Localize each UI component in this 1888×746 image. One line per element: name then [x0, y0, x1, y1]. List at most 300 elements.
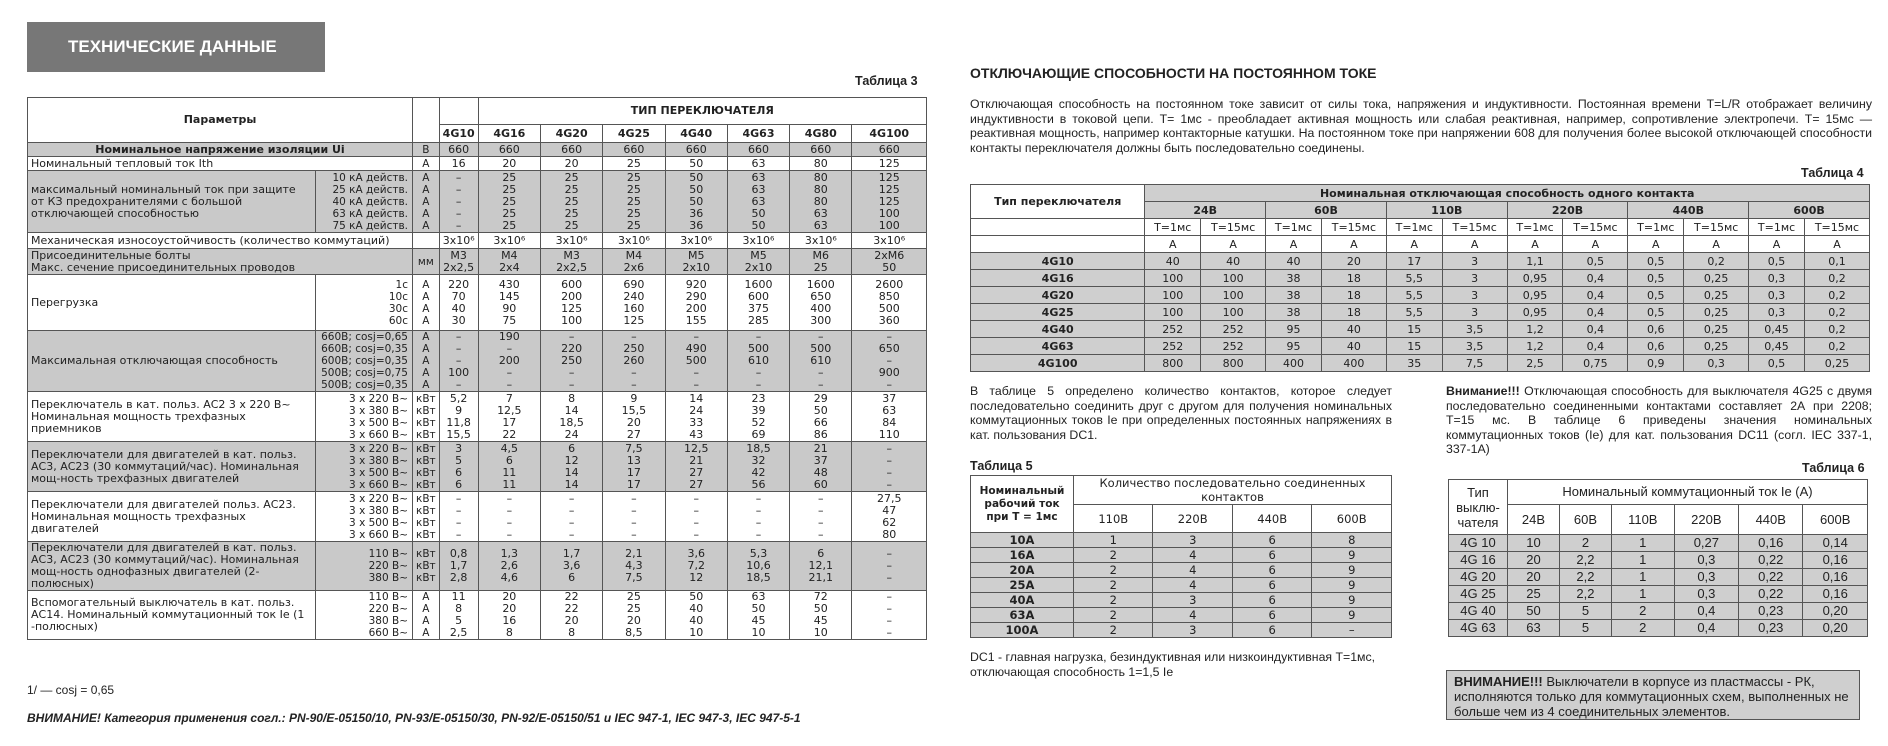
cell-value: 38 [1266, 287, 1322, 304]
cell-value: 35 [1386, 355, 1442, 372]
cell-value: 1 [1611, 569, 1674, 586]
cell-value: – 500 610 – – [727, 331, 789, 392]
cell-value: 6 [1232, 548, 1311, 563]
table4-title: Номинальная отключающая способность одного контакта [1145, 185, 1870, 202]
cell-value: 1,2 [1507, 338, 1563, 355]
cell-value: 4 [1153, 578, 1232, 593]
row-sub-label: 3 х 220 В~ 3 х 380 В~ 3 х 500 В~ 3 х 660 В~ [316, 392, 413, 442]
cell-value: 0,75 [1563, 355, 1628, 372]
cell-value: 125 125 125 100 100 [852, 171, 927, 233]
table4-row [971, 287, 1870, 304]
cell-value: 0,25 [1684, 287, 1749, 304]
row-label: максимальный номинальный ток при защите от КЗ предохранителями с большой отключающей способностью [28, 171, 316, 233]
cell-value: 430 145 90 75 [478, 275, 540, 331]
table5-row [971, 608, 1392, 623]
current-cell: 40А [971, 593, 1074, 608]
row-label: Присоединительные болты Макс. сечение присоединительных проводов [28, 249, 413, 275]
table5-intro: В таблице 5 определено количество контактов, которое следует последовательно соединить друг с другом для получения номинальных коммутационных токов Ie при определенных постоянных напряжениях в кат. пользования DC1. [970, 384, 1392, 442]
cell-value: 20 [478, 157, 540, 171]
model-cell: 4G100 [971, 355, 1145, 372]
cell-value: 95 [1266, 321, 1322, 338]
cell-value: – 220 250 – – [540, 331, 602, 392]
cell-value: 15 [1386, 338, 1442, 355]
cell-value: 8 [1312, 533, 1392, 548]
type-header: ТИП ПЕРЕКЛЮЧАТЕЛЯ [478, 98, 926, 125]
table5-row [971, 593, 1392, 608]
cell-value: 37 63 84 110 [852, 392, 927, 442]
cell-value: – – – 100 – [439, 331, 478, 392]
cell-value: 3x10⁶ [478, 233, 540, 249]
cell-value: 40 [1266, 253, 1322, 270]
cell-value: 100 [1145, 304, 1201, 321]
table3-row [28, 392, 927, 442]
cell-value: 7,5 13 17 17 [603, 442, 665, 492]
cell-value: 5,5 [1386, 270, 1442, 287]
cell-value: М5 2x10 [727, 249, 789, 275]
cell-value: 0,16 [1803, 586, 1868, 603]
cell-value: 252 [1145, 338, 1201, 355]
table4-row [971, 304, 1870, 321]
cell-value: 0,22 [1739, 569, 1803, 586]
cell-value: 95 [1266, 338, 1322, 355]
cell-value: 21 37 48 60 [790, 442, 852, 492]
cell-value: 1600 650 400 300 [790, 275, 852, 331]
cell-value: 0,23 [1739, 603, 1803, 620]
cell-value: 0,3 [1674, 586, 1738, 603]
cell-value: 20 20 16 8 [478, 591, 540, 640]
cell-value: 0,16 [1803, 552, 1868, 569]
cell-value: 6 12 14 14 [540, 442, 602, 492]
cell-value: 3 5 6 6 [439, 442, 478, 492]
cell-value: 0,6 [1628, 338, 1684, 355]
cell-value: 23 39 52 69 [727, 392, 789, 442]
current-cell: 10А [971, 533, 1074, 548]
attention-label: Внимание!!! [1446, 384, 1520, 398]
table6-row [1449, 586, 1868, 603]
table5-title: Количество последовательно соединенных контактов [1074, 476, 1392, 505]
cell-value: 3x10⁶ [727, 233, 789, 249]
row-label: Номинальное напряжение изоляции Ui [28, 143, 413, 157]
model-header: 4G100 [852, 125, 927, 143]
dc-section-title: ОТКЛЮЧАЮЩИЕ СПОСОБНОСТИ НА ПОСТОЯННОМ ТОКЕ [970, 65, 1377, 81]
unit-header: А [1628, 236, 1684, 253]
cell-value: 3x10⁶ [790, 233, 852, 249]
table5-row [971, 533, 1392, 548]
table4-row [971, 355, 1870, 372]
table6-caption: Таблица 6 [1802, 461, 1865, 475]
row-label: Переключатели для двигателей в кат. польз. АС3, АС23 (30 коммутаций/час). Номинальная мощ-ность однофазных двигателей (2-полюсных) [28, 542, 316, 591]
cell-value: 660 [603, 143, 665, 157]
model-cell: 4G20 [971, 287, 1145, 304]
voltage-header: 60В [1266, 202, 1387, 219]
cell-value: 660 [790, 143, 852, 157]
unit-header: А [1266, 236, 1322, 253]
cell-value: М4 2x6 [603, 249, 665, 275]
cell-value: 252 [1201, 321, 1266, 338]
cell-value: 3x10⁶ [603, 233, 665, 249]
cell-value: 3 [1153, 533, 1232, 548]
cell-value: 4,5 6 11 11 [478, 442, 540, 492]
cell-value: 9 [1312, 608, 1392, 623]
cell-value: М3 2x2,5 [439, 249, 478, 275]
cell-value: 4 [1153, 548, 1232, 563]
plastic-housing-warning [1446, 670, 1860, 720]
voltage-header: 24В [1508, 505, 1560, 535]
model-cell: 4G 40 [1449, 603, 1508, 620]
row-sub-label: 110 В~ 220 В~ 380 В~ 660 В~ [316, 591, 413, 640]
cell-value: 0,2 [1804, 338, 1869, 355]
cell-value: 600 200 125 100 [540, 275, 602, 331]
section-header: ТЕХНИЧЕСКИЕ ДАННЫЕ [27, 22, 325, 72]
table3 [27, 97, 927, 640]
row-unit: А [413, 157, 440, 171]
attention-text: Отключающая способность для выключателя 4G25 с двумя последовательно соединенными контактами составляет 2А при 2208; T=15 мс. В таблице 6 приведены значения номинальных коммутационных токов (Ie) для кат. пользования DC11 (согл. IEC 337-1, 337-1А) [1446, 384, 1872, 456]
cell-value: 0,5 [1628, 253, 1684, 270]
cell-value: 1,7 3,6 6 [540, 542, 602, 591]
row-label: Переключатели для двигателей польз. АС23. Номинальная мощность трехфазных двигателей [28, 492, 316, 542]
cell-value: – – – – [727, 492, 789, 542]
attention-note [1446, 384, 1872, 457]
row-label: Переключатели для двигателей в кат. польз. АС3, АС23 (30 коммутаций/час). Номинальная мощ-ность трехфазных двигателей [28, 442, 316, 492]
cell-value: 0,5 [1628, 304, 1684, 321]
cell-value: 63 50 45 10 [727, 591, 789, 640]
cell-value: М6 25 [790, 249, 852, 275]
voltage-header: 600В [1749, 202, 1870, 219]
row-label: Перегрузка [28, 275, 316, 331]
cell-value: 38 [1266, 270, 1322, 287]
cell-value: 690 240 160 125 [603, 275, 665, 331]
cell-value: 3x10⁶ [852, 233, 927, 249]
table3-row [28, 442, 927, 492]
cell-value: 0,20 [1803, 620, 1868, 637]
row-sub-label: 10 кА действ. 25 кА действ. 40 кА действ. 63 кА действ. 75 кА действ. [316, 171, 413, 233]
cell-value: 25 [1508, 586, 1560, 603]
cell-value: 2,1 4,3 7,5 [603, 542, 665, 591]
cell-value: 100 [1145, 287, 1201, 304]
model-cell: 4G 63 [1449, 620, 1508, 637]
row-label: Механическая износоустойчивость (количество коммутаций) [28, 233, 413, 249]
current-cell: 20А [971, 563, 1074, 578]
cell-value: 100 [1201, 270, 1266, 287]
cell-value: 2,5 [1507, 355, 1563, 372]
cell-value: 1 [1074, 533, 1153, 548]
unit-header: А [1321, 236, 1386, 253]
model-header: 4G16 [478, 125, 540, 143]
cell-value: 25 25 25 25 25 [603, 171, 665, 233]
table6-row [1449, 535, 1868, 552]
cell-value: 252 [1145, 321, 1201, 338]
cell-value: 9 15,5 20 27 [603, 392, 665, 442]
cell-value: 6 [1232, 623, 1311, 638]
cell-value: 29 50 66 86 [790, 392, 852, 442]
cell-value: 80 80 80 63 63 [790, 171, 852, 233]
cell-value: 25 25 20 8,5 [603, 591, 665, 640]
cell-value: 100 [1201, 287, 1266, 304]
cell-value: 7,5 [1442, 355, 1507, 372]
row-sub-label: 3 х 220 В~ 3 х 380 В~ 3 х 500 В~ 3 х 660 В~ [316, 442, 413, 492]
table3-row [28, 249, 927, 275]
row-label: Вспомогательный выключатель в кат. польз. АС14. Номинальный коммутационный ток Ie (1 -полюсных) [28, 591, 316, 640]
table3-row [28, 143, 927, 157]
cell-value: 5,3 10,6 18,5 [727, 542, 789, 591]
model-header: 4G80 [790, 125, 852, 143]
cell-value: 18 [1321, 287, 1386, 304]
model-cell: 4G25 [971, 304, 1145, 321]
cell-value: 0,4 [1563, 287, 1628, 304]
row-unit [413, 233, 440, 249]
cell-value: 0,5 [1563, 253, 1628, 270]
cell-value: 0,5 [1628, 287, 1684, 304]
row-sub-label: 3 х 220 В~ 3 х 380 В~ 3 х 500 В~ 3 х 660 В~ [316, 492, 413, 542]
cell-value: 0,9 [1628, 355, 1684, 372]
model-header: 4G40 [665, 125, 727, 143]
cell-value: 20 [1508, 569, 1560, 586]
cell-value: 0,2 [1684, 253, 1749, 270]
cell-value: 3 [1442, 253, 1507, 270]
voltage-header: 24В [1145, 202, 1266, 219]
cell-value: 10 [1508, 535, 1560, 552]
table4-row [971, 338, 1870, 355]
model-cell: 4G16 [971, 270, 1145, 287]
cell-value: 25 25 25 25 25 [540, 171, 602, 233]
cell-value: 0,3 [1674, 569, 1738, 586]
cell-value: 2 [1074, 608, 1153, 623]
cell-value: 2,2 [1559, 552, 1611, 569]
cell-value: 50 [1508, 603, 1560, 620]
cell-value: 5,2 9 11,8 15,5 [439, 392, 478, 442]
cell-value: 0,16 [1803, 569, 1868, 586]
cell-value: 0,95 [1507, 270, 1563, 287]
cell-value: 1 [1611, 586, 1674, 603]
cell-value: 1600 600 375 285 [727, 275, 789, 331]
row-sub-label: 660В; cosj=0,65 660В; cosj=0,35 600В; cosj=0,35 500В; cosj=0,75 500В; cosj=0,35 [316, 331, 413, 392]
cell-value: 50 40 40 10 [665, 591, 727, 640]
table6-row [1449, 620, 1868, 637]
tau-header: T=15мс [1684, 219, 1749, 236]
cell-value: М4 2x4 [478, 249, 540, 275]
voltage-header: 110В [1074, 505, 1153, 533]
cell-value: 0,25 [1804, 355, 1869, 372]
cell-value: 2600 850 500 360 [852, 275, 927, 331]
cell-value: 0,14 [1803, 535, 1868, 552]
cell-value: 0,22 [1739, 586, 1803, 603]
table6-row [1449, 552, 1868, 569]
table4-row [971, 321, 1870, 338]
model-cell: 4G 25 [1449, 586, 1508, 603]
table4 [970, 184, 1870, 372]
cell-value: 3 [1153, 623, 1232, 638]
voltage-header: 220В [1153, 505, 1232, 533]
cell-value: – 490 500 – – [665, 331, 727, 392]
tau-header: T=15мс [1442, 219, 1507, 236]
cell-value: 6 [1232, 533, 1311, 548]
row-unit: А А А А А [413, 331, 440, 392]
cell-value: 40 [1145, 253, 1201, 270]
dc-section-paragraph: Отключающая способность на постоянном токе зависит от силы тока, напряжения и индуктивности. Постоянная времени T=L/R отображает величину индуктивности в токовой цепи. T= 1мс - преобладает активная мощность или слабая реактивная, например, сопротивление электропечи. T= 15мс — реактивная мощность, например контакторные катушки. На постоянном токе при напряжении 608 для получения более высокой отключающей способности контакты переключателя должны быть последовательно соединены. [970, 97, 1872, 155]
cell-value: М3 2x2,5 [540, 249, 602, 275]
cell-value: 3 [1442, 304, 1507, 321]
table3-row [28, 275, 927, 331]
table5-row [971, 623, 1392, 638]
row-unit: А А А А [413, 591, 440, 640]
cell-value: 0,25 [1684, 321, 1749, 338]
cell-value: 0,25 [1684, 270, 1749, 287]
cell-value: 1,1 [1507, 253, 1563, 270]
cell-value: 40 [1201, 253, 1266, 270]
norms-warning: ВНИМАНИЕ! Категория применения согл.: PN-90/E-05150/10, PN-93/E-05150/30, PN-92/E-05150/51 и IEC 947-1, IEC 947-3, IEC 947-5-1 [27, 711, 801, 725]
model-cell: 4G10 [971, 253, 1145, 270]
cell-value: 0,4 [1674, 620, 1738, 637]
cell-value: 3 [1153, 593, 1232, 608]
cell-value: 1 [1611, 552, 1674, 569]
cell-value: – – – – [540, 492, 602, 542]
warning-text: Выключатели в корпусе из пластмассы - РК, исполняются только для коммутационных схем, выполненных не больше чем из 4 соединительных элементов. [1454, 674, 1849, 719]
cell-value: 6 [1232, 563, 1311, 578]
row-unit: кВт кВт кВт кВт [413, 442, 440, 492]
table5-row [971, 578, 1392, 593]
cell-value: 3x10⁶ [665, 233, 727, 249]
cell-value: 2 [1611, 620, 1674, 637]
cell-value: – 250 260 – – [603, 331, 665, 392]
cell-value: 18,5 32 42 56 [727, 442, 789, 492]
row-label: Номинальный тепловый ток Ith [28, 157, 413, 171]
tau-header: T=15мс [1804, 219, 1869, 236]
row-unit: кВт кВт кВт кВт [413, 492, 440, 542]
cell-value: – 650 – 900 – [852, 331, 927, 392]
table3-row [28, 171, 927, 233]
model-cell: 4G 20 [1449, 569, 1508, 586]
model-cell: 4G 16 [1449, 552, 1508, 569]
row-unit: А А А А [413, 275, 440, 331]
tau-header: T=1мс [1628, 219, 1684, 236]
cell-value: 0,1 [1804, 253, 1869, 270]
cell-value: 1,3 2,6 4,6 [478, 542, 540, 591]
cell-value: 6 [1232, 578, 1311, 593]
table5-caption: Таблица 5 [970, 459, 1033, 473]
tau-header: T=15мс [1201, 219, 1266, 236]
cell-value: 9 [1312, 578, 1392, 593]
cell-value: 0,25 [1684, 304, 1749, 321]
cell-value: – – – – – [439, 171, 478, 233]
row-unit: кВт кВт кВт [413, 542, 440, 591]
param-header: Параметры [28, 98, 413, 143]
current-cell: 25А [971, 578, 1074, 593]
cell-value: 100 [1201, 304, 1266, 321]
cell-value: 9 [1312, 593, 1392, 608]
table3-row [28, 331, 927, 392]
dc1-note: DC1 - главная нагрузка, безиндуктивная или низкоиндуктивная T=1мс, отключающая способность 1=1,5 Ie [970, 650, 1376, 679]
table6 [1448, 479, 1868, 637]
row-unit: А А А А А [413, 171, 440, 233]
cell-value: 3 [1442, 287, 1507, 304]
cell-value: 25 [603, 157, 665, 171]
cell-value: 5 [1559, 603, 1611, 620]
cell-value: 0,4 [1563, 304, 1628, 321]
footnote: 1/ — cosj = 0,65 [27, 683, 115, 697]
cell-value: 0,20 [1803, 603, 1868, 620]
cell-value: 0,95 [1507, 287, 1563, 304]
cell-value: 4 [1153, 608, 1232, 623]
cell-value: 3x10⁶ [540, 233, 602, 249]
cell-value: 0,3 [1749, 304, 1805, 321]
model-cell: 4G40 [971, 321, 1145, 338]
cell-value: 8 14 18,5 24 [540, 392, 602, 442]
cell-value: 2 [1074, 563, 1153, 578]
table5-row [971, 563, 1392, 578]
tau-header: T=1мс [1266, 219, 1322, 236]
table4-corner: Тип переключателя [971, 185, 1145, 219]
table4-caption: Таблица 4 [1801, 166, 1864, 180]
cell-value: 660 [478, 143, 540, 157]
cell-value: 14 24 33 43 [665, 392, 727, 442]
cell-value: 0,4 [1674, 603, 1738, 620]
cell-value: 0,3 [1684, 355, 1749, 372]
current-cell: 63А [971, 608, 1074, 623]
cell-value: 660 [439, 143, 478, 157]
cell-value: 17 [1386, 253, 1442, 270]
cell-value: 20 [1508, 552, 1560, 569]
cell-value: 1 [1611, 535, 1674, 552]
cell-value: – – – – [478, 492, 540, 542]
voltage-header: 220В [1507, 202, 1628, 219]
voltage-header: 600В [1312, 505, 1392, 533]
cell-value: 220 70 40 30 [439, 275, 478, 331]
cell-value: 18 [1321, 304, 1386, 321]
cell-value: 20 [540, 157, 602, 171]
cell-value: 0,2 [1804, 321, 1869, 338]
table6-row [1449, 569, 1868, 586]
row-unit: В [413, 143, 440, 157]
cell-value: 0,8 1,7 2,8 [439, 542, 478, 591]
table5 [970, 475, 1392, 638]
cell-value: 2 [1074, 578, 1153, 593]
table3-row [28, 157, 927, 171]
cell-value: 0,2 [1804, 287, 1869, 304]
cell-value: – – – – [852, 442, 927, 492]
cell-value: – – – – [603, 492, 665, 542]
cell-value: 0,95 [1507, 304, 1563, 321]
voltage-header: 60В [1559, 505, 1611, 535]
voltage-header: 220В [1674, 505, 1738, 535]
cell-value: 38 [1266, 304, 1322, 321]
cell-value: 3,5 [1442, 321, 1507, 338]
cell-value: 0,3 [1674, 552, 1738, 569]
row-unit: кВт кВт кВт кВт [413, 392, 440, 442]
model-cell: 4G 10 [1449, 535, 1508, 552]
cell-value: 5,5 [1386, 287, 1442, 304]
table4-row [971, 253, 1870, 270]
cell-value: 0,16 [1739, 535, 1803, 552]
cell-value: 50 50 50 36 36 [665, 171, 727, 233]
tau-header: T=1мс [1386, 219, 1442, 236]
cell-value: М5 2x10 [665, 249, 727, 275]
cell-value: 40 [1321, 338, 1386, 355]
row-label: Максимальная отключающая способность [28, 331, 316, 392]
cell-value: 12,5 21 27 27 [665, 442, 727, 492]
current-cell: 100А [971, 623, 1074, 638]
table3-row [28, 591, 927, 640]
cell-value: 22 22 20 8 [540, 591, 602, 640]
cell-value: – – – – [439, 492, 478, 542]
table5-row [971, 548, 1392, 563]
cell-value: 0,22 [1739, 552, 1803, 569]
cell-value: 11 8 5 2,5 [439, 591, 478, 640]
model-header: 4G25 [603, 125, 665, 143]
voltage-header: 600В [1803, 505, 1868, 535]
cell-value: 100 [1145, 270, 1201, 287]
cell-value: 2,2 [1559, 569, 1611, 586]
cell-value: 2 [1074, 623, 1153, 638]
